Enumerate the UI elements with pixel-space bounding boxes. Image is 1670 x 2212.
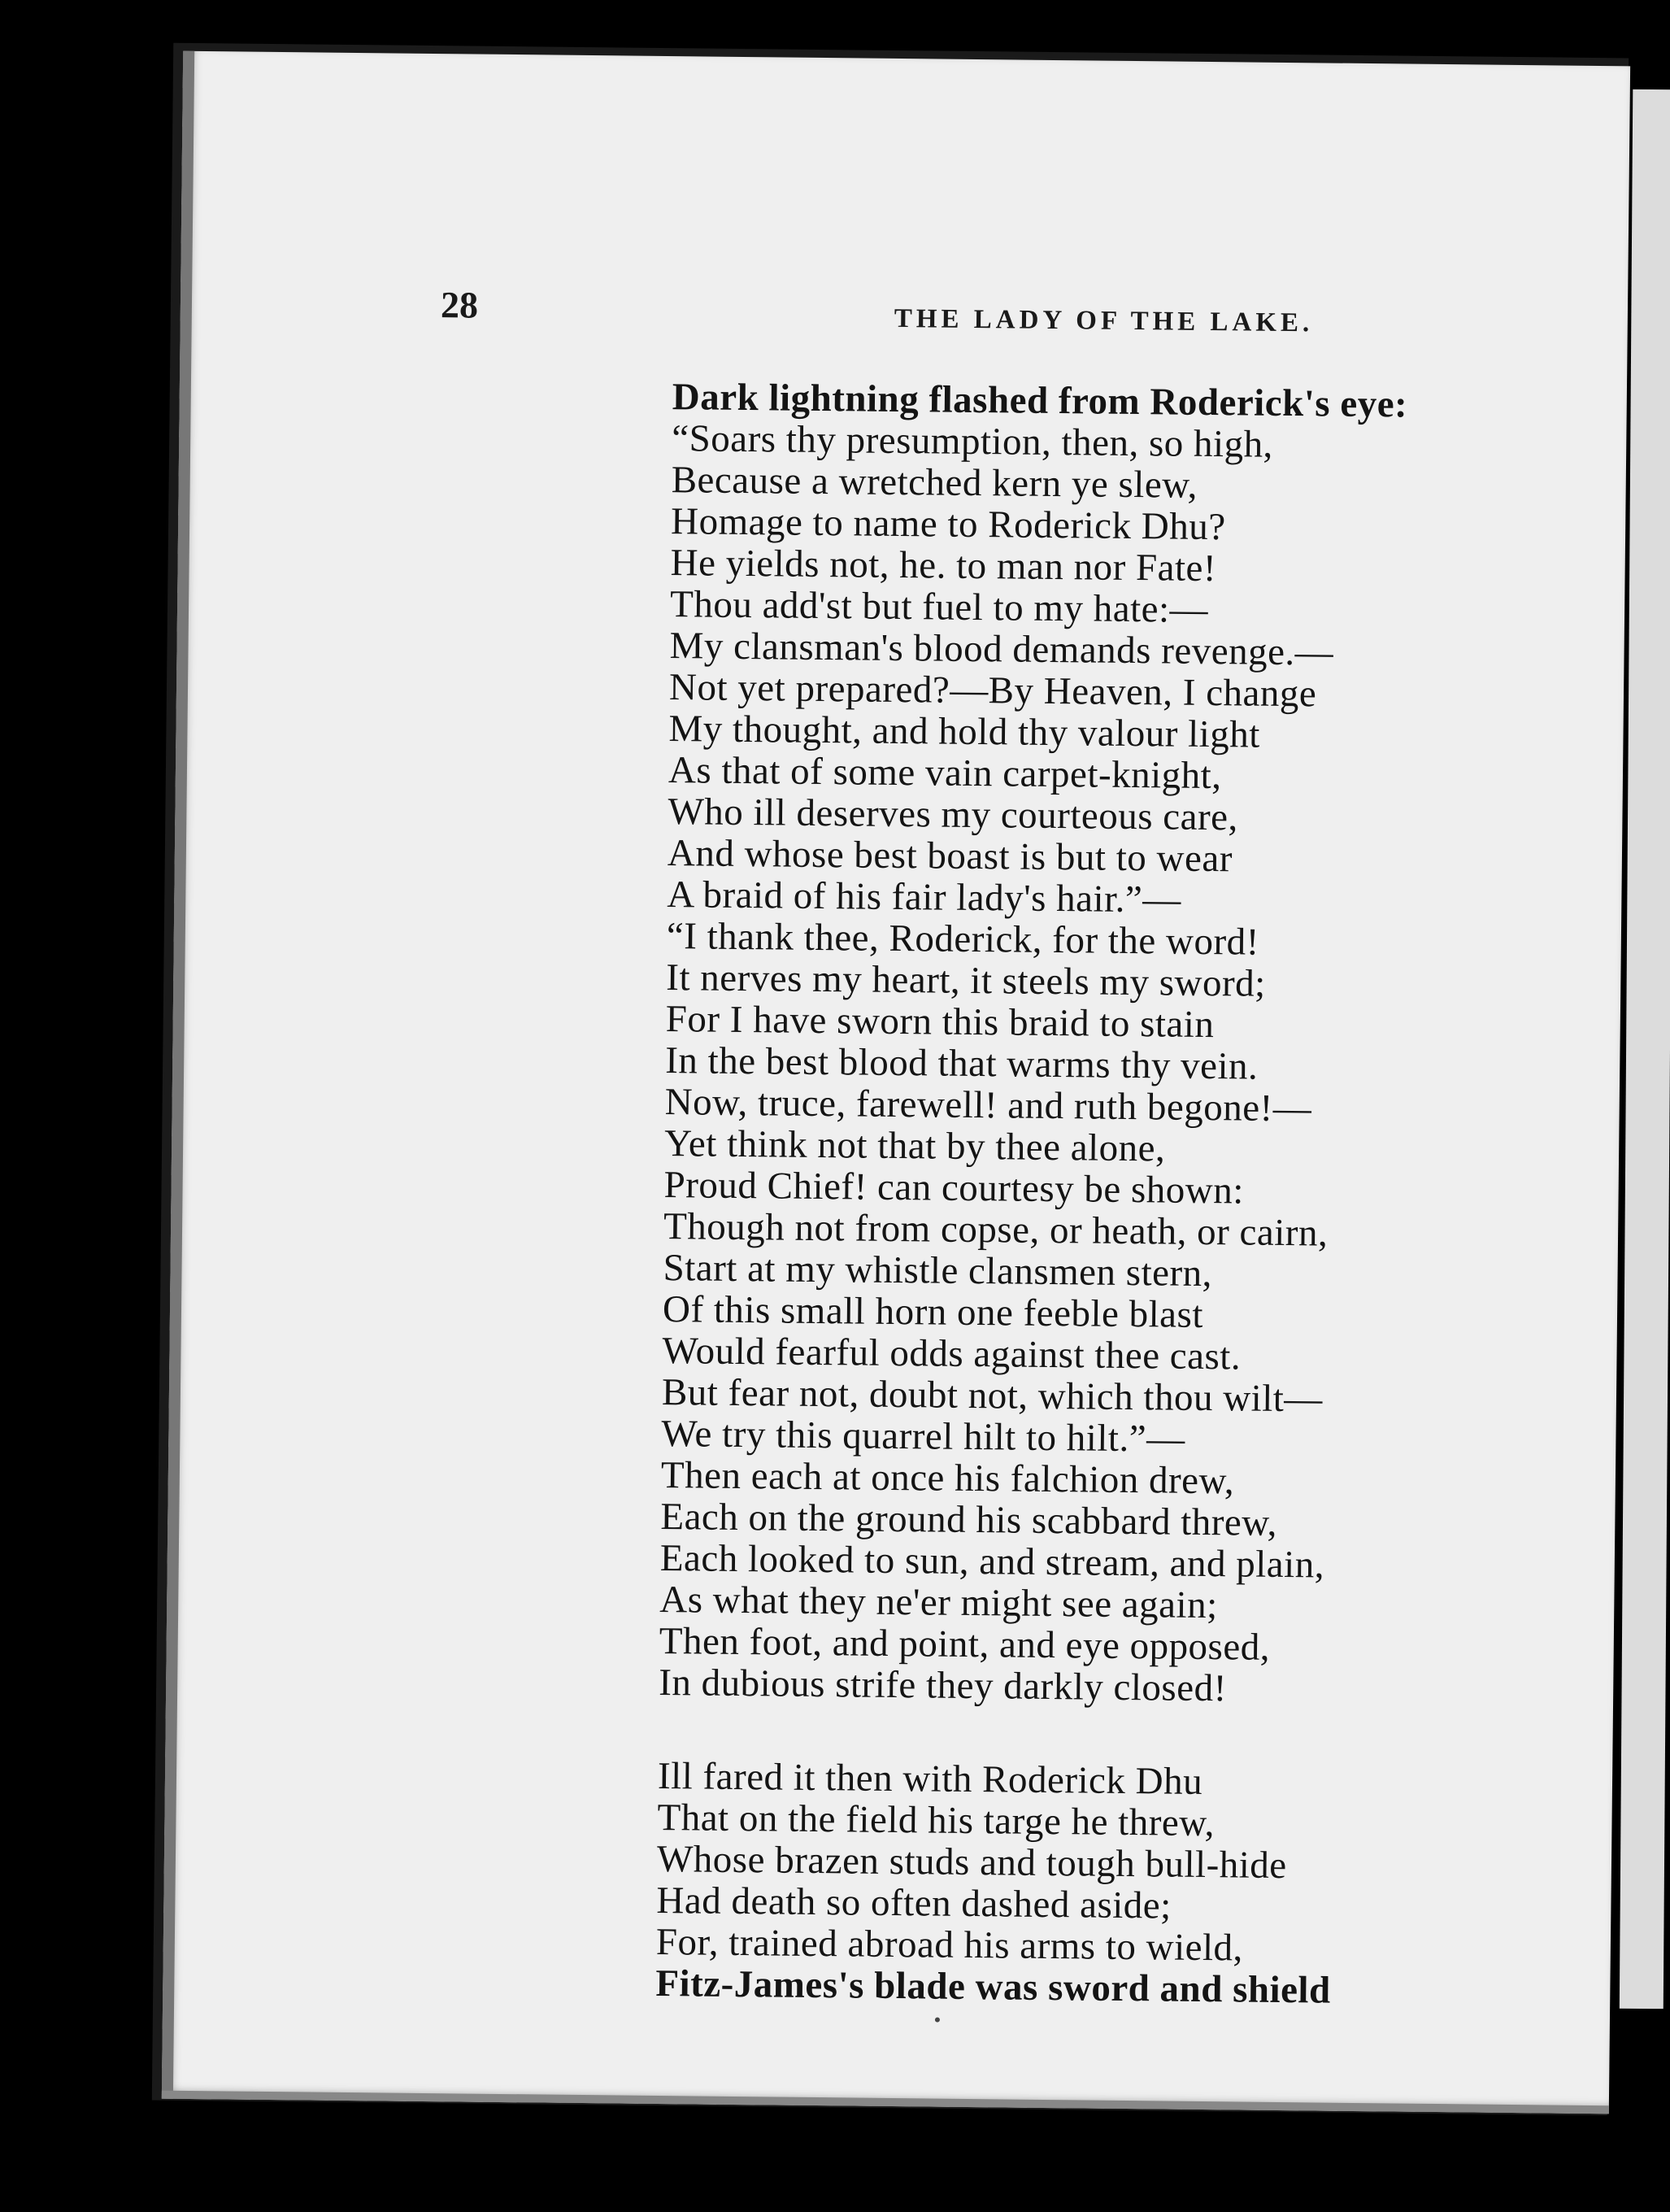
page-number: 28 bbox=[440, 284, 479, 326]
poem-line: Each looked to sun, and stream, and plain, bbox=[659, 1536, 1325, 1587]
book-page bbox=[162, 51, 1630, 2114]
poem-line: But fear not, doubt not, which thou wilt— bbox=[661, 1371, 1324, 1421]
poem-line: Not yet prepared?—By Heaven, I change bbox=[668, 666, 1317, 716]
poem-line: My clansman's blood demands revenge.— bbox=[669, 625, 1334, 674]
poem-line: Dark lightning flashed from Roderick's eye: bbox=[672, 376, 1408, 426]
poem-line: “I thank thee, Roderick, for the word! bbox=[666, 915, 1260, 964]
poem-line: For I have sworn this braid to stain bbox=[665, 998, 1215, 1047]
stanza-2 bbox=[655, 1756, 1552, 2014]
poem-line: For, trained abroad his arms to wield, bbox=[655, 1920, 1244, 1970]
poem-line: And whose best boast is but to wear bbox=[667, 832, 1233, 881]
poem-line: Then each at once his falchion drew, bbox=[660, 1454, 1235, 1503]
poem-line: Fitz-James's blade was sword and shield bbox=[655, 1962, 1331, 2012]
poem-line: Though not from copse, or heath, or cairn, bbox=[663, 1205, 1329, 1255]
poem-line: Thou add'st but fuel to my hate:— bbox=[669, 583, 1209, 631]
poem-line: Had death so often dashed aside; bbox=[656, 1879, 1172, 1927]
poem-line: Ill fared it then with Roderick Dhu bbox=[657, 1754, 1203, 1803]
page-header bbox=[441, 283, 1645, 352]
poem-line: A braid of his fair lady's hair.”— bbox=[667, 873, 1182, 921]
poem-line: Start at my whistle clansmen stern, bbox=[663, 1247, 1213, 1295]
poem-line: Homage to name to Roderick Dhu? bbox=[670, 500, 1226, 549]
poem-line: Proud Chief! can courtesy be shown: bbox=[663, 1164, 1245, 1213]
poem-line: We try this quarrel hilt to hilt.”— bbox=[661, 1413, 1185, 1461]
poem-line: Whose brazen studs and tough bull-hide bbox=[656, 1837, 1287, 1888]
poem-line: Then foot, and point, and eye opposed, bbox=[659, 1619, 1271, 1669]
print-speck bbox=[935, 2018, 940, 2023]
poem-line: That on the field his targe he threw, bbox=[657, 1796, 1216, 1845]
poem-line: Who ill deserves my courteous care, bbox=[668, 790, 1239, 839]
running-title: THE LADY OF THE LAKE. bbox=[894, 303, 1314, 338]
poem-line: Because a wretched kern ye slew, bbox=[671, 459, 1198, 507]
poem-line: “Soars thy presumption, then, so high, bbox=[672, 417, 1274, 466]
poem-line: He yields not, he. to man nor Fate! bbox=[670, 542, 1217, 590]
poem-line: As what they ne'er might see again; bbox=[659, 1578, 1218, 1627]
poem-line: My thought, and hold thy valour light bbox=[668, 708, 1261, 756]
poem-line: In dubious strife they darkly closed! bbox=[658, 1661, 1228, 1710]
poem-line: Now, truce, farewell! and ruth begone!— bbox=[664, 1081, 1312, 1130]
poem-line: As that of some vain carpet-knight, bbox=[668, 749, 1222, 798]
poem-line: Yet think not that by thee alone, bbox=[663, 1122, 1166, 1170]
stanza-1 bbox=[659, 377, 1567, 1713]
poem-line: Each on the ground his scabbard threw, bbox=[660, 1495, 1278, 1544]
poem-line: It nerves my heart, it steels my sword; bbox=[666, 956, 1266, 1005]
poem-line: In the best blood that warms thy vein. bbox=[664, 1039, 1259, 1088]
poem-line: Of this small horn one feeble blast bbox=[662, 1288, 1204, 1336]
poem-line: Would fearful odds against thee cast. bbox=[662, 1330, 1242, 1378]
poem-text bbox=[655, 377, 1567, 2014]
